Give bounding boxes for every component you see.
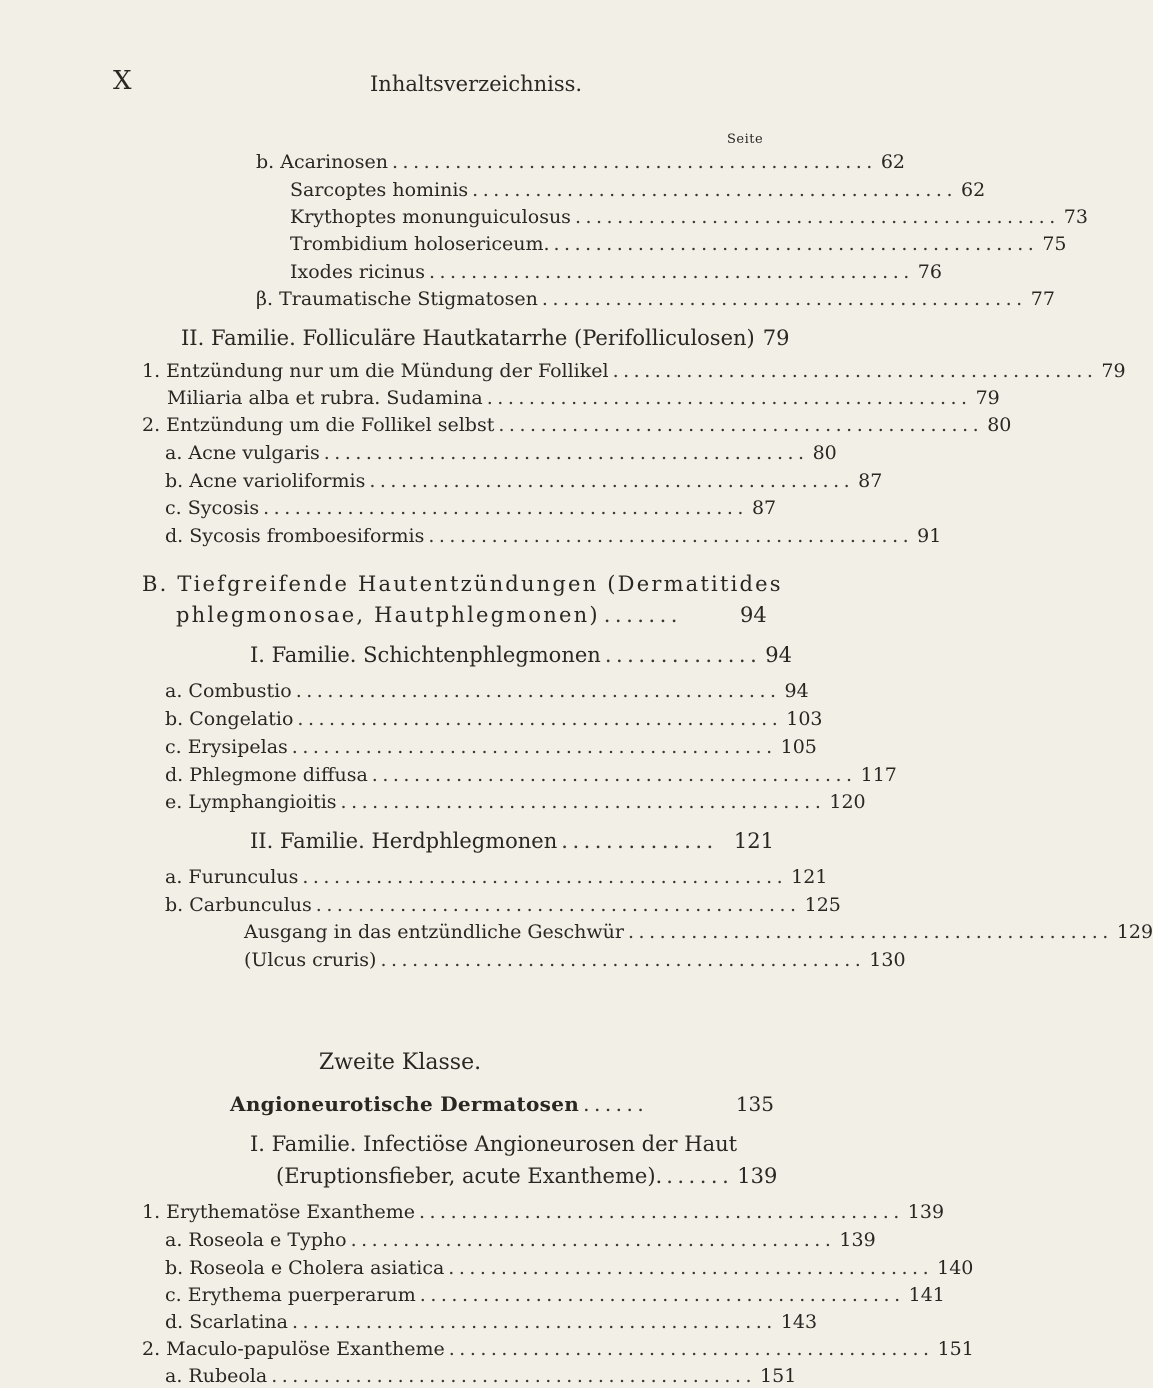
- toc-entry: Sarcoptes hominis .............................................. 62: [290, 179, 986, 201]
- running-title: Inhaltsverzeichniss.: [370, 72, 583, 96]
- toc-entry: 2. Entzündung um die Follikel selbst .............................................. 80: [142, 414, 1012, 436]
- toc-entry: a. Roseola e Typho .............................................. 139: [165, 1229, 876, 1251]
- toc-entry: a. Acne vulgaris .............................................. 80: [165, 442, 837, 464]
- toc-entry: d. Sycosis fromboesiformis .............................................. 91: [165, 525, 942, 547]
- toc-entry: b. Acne varioliformis .............................................. 87: [165, 470, 883, 492]
- toc-entry: (Ulcus cruris) .............................................. 130: [244, 949, 906, 971]
- toc-entry: β. Traumatische Stigmatosen .............................................. 77: [256, 288, 1055, 310]
- toc-section-heading-cont: (Eruptionsfieber, acute Exantheme). ...... 139: [276, 1164, 778, 1188]
- toc-entry: b. Carbunculus .............................................. 125: [165, 894, 841, 916]
- toc-entry: c. Erythema puerperarum .............................................. 141: [165, 1284, 945, 1306]
- toc-entry: a. Furunculus .............................................. 121: [165, 866, 828, 888]
- toc-entry-hidden: a. Rubeola .............................................. 151: [165, 1365, 797, 1387]
- toc-entry: Miliaria alba et rubra. Sudamina .............................................. 79: [167, 387, 1000, 409]
- toc-entry: b. Roseola e Cholera asiatica .............................................. 140: [165, 1257, 974, 1279]
- toc-entry: c. Erysipelas .............................................. 105: [165, 736, 817, 758]
- toc-entry: e. Lymphangioitis .............................................. 120: [165, 791, 866, 813]
- toc-entry: d. Phlegmone diffusa .............................................. 117: [165, 764, 897, 786]
- toc-entry: Ausgang in das entzündliche Geschwür .............................................. 129: [244, 921, 1153, 943]
- toc-entry: Trombidium holosericeum. .............................................. 75: [290, 233, 1067, 255]
- toc-entry: a. Combustio .............................................. 94: [165, 680, 809, 702]
- toc-entry: b. Acarinosen .............................................. 62: [256, 151, 906, 173]
- toc-entry: 1. Entzündung nur um die Mündung der Follikel .............................................. 79: [142, 360, 1126, 382]
- toc-section-heading: II. Familie. Herdphlegmonen .............. 121: [250, 829, 774, 853]
- toc-entry: 2. Maculo-papulöse Exantheme .............................................. 151: [142, 1338, 974, 1360]
- page-number-roman: X: [113, 66, 132, 96]
- toc-class-title: Angioneurotische Dermatosen ...... 135: [230, 1092, 774, 1116]
- toc-section-heading: I. Familie. Schichtenphlegmonen .............. 94: [250, 643, 793, 667]
- toc-entry: 1. Erythematöse Exantheme .............................................. 139: [142, 1201, 945, 1223]
- toc-section-heading: II. Familie. Folliculäre Hautkatarrhe (Perifolliculosen) 79: [181, 326, 790, 350]
- toc-entry: d. Scarlatina .............................................. 143: [165, 1311, 818, 1333]
- toc-part-heading-cont: phlegmonosae, Hautphlegmonen) ....... 94: [176, 603, 767, 627]
- toc-section-heading: I. Familie. Infectiöse Angioneurosen der Haut: [250, 1132, 738, 1156]
- toc-entry: b. Congelatio .............................................. 103: [165, 708, 823, 730]
- toc-entry: Krythoptes monunguiculosus .............................................. 73: [290, 206, 1088, 228]
- toc-part-heading: B. Tiefgreifende Hautentzündungen (Dermatitides: [142, 572, 783, 596]
- column-label-seite: Seite: [727, 132, 764, 147]
- toc-entry: c. Sycosis .............................................. 87: [165, 497, 777, 519]
- toc-entry: Ixodes ricinus .............................................. 76: [290, 261, 942, 283]
- class-heading: Zweite Klasse.: [318, 1050, 482, 1075]
